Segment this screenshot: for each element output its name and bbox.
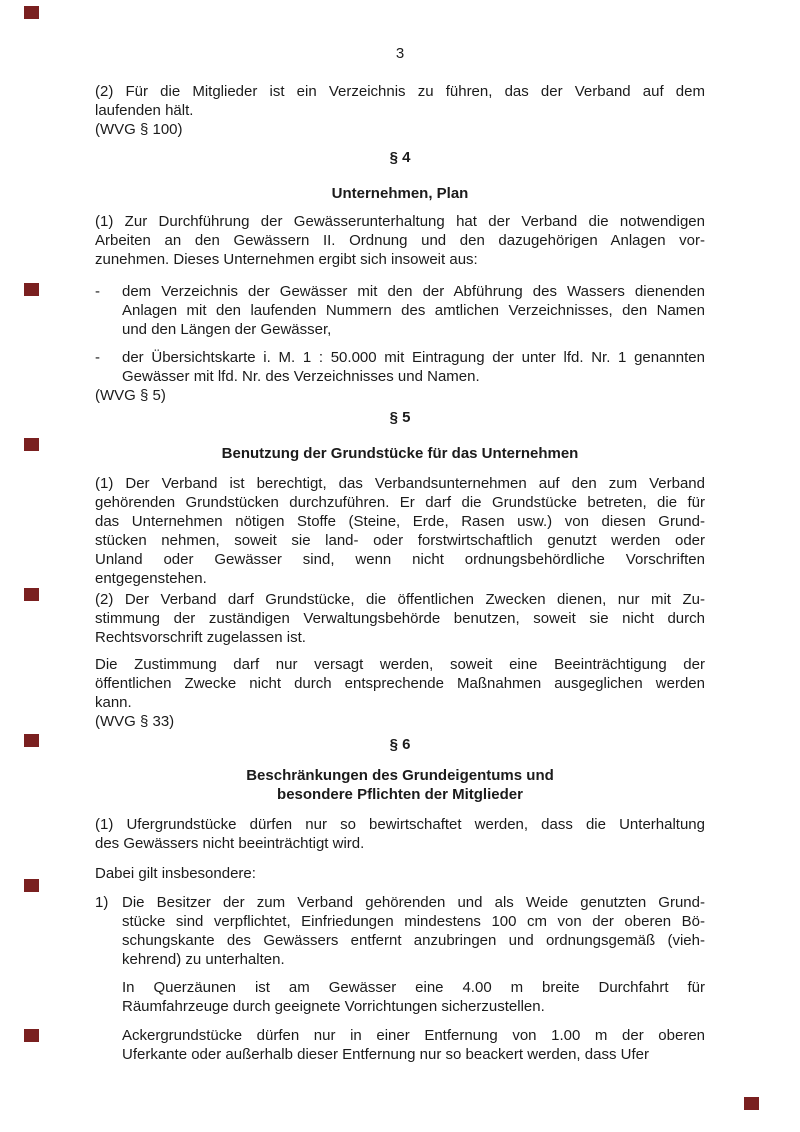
text-line: Dabei gilt insbesondere:: [95, 865, 256, 882]
text-line: stimmung der zuständigen Verwaltungsbehörde benutzen, soweit sie nicht durch: [95, 610, 705, 627]
section-6-paragraph-fields: [122, 1026, 705, 1064]
red-square-marker: [24, 6, 39, 19]
text-line: (1) Ufergrundstücke dürfen nur so bewirtschaftet werden, dass die Unterhaltung: [95, 816, 705, 833]
legal-reference-wvg-100: (WVG § 100): [95, 121, 183, 138]
dash-bullet: -: [95, 283, 100, 300]
section-6-paragraph-intro: [95, 864, 705, 883]
red-square-marker: [24, 734, 39, 747]
text-line: (2) Der Verband darf Grundstücke, die öffentlichen Zwecken dienen, nur mit Zu-: [95, 591, 705, 608]
text-line: der Übersichtskarte i. M. 1 : 50.000 mit Eintragung der unter lfd. Nr. 1 genannten: [122, 349, 705, 366]
section-4-heading: § 4: [389, 149, 411, 166]
document-body: [95, 44, 705, 1064]
text-line: Gewässer mit lfd. Nr. des Verzeichnisses und Namen.: [122, 368, 480, 385]
section-5-heading: § 5: [389, 409, 411, 426]
legal-reference-wvg-5: (WVG § 5): [95, 387, 166, 404]
section-5-title: Benutzung der Grundstücke für das Unternehmen: [221, 445, 579, 462]
text-line: stücken nehmen, soweit sie land- oder forstwirtschaftlich genutzt werden oder: [95, 532, 705, 549]
text-line: Ackergrundstücke dürfen nur in einer Entfernung von 1.00 m der oberen: [122, 1027, 705, 1044]
text-line: und den Längen der Gewässer,: [122, 321, 332, 338]
text-line: Uferkante oder außerhalb dieser Entfernung nur so beackert werden, dass Ufer: [122, 1046, 649, 1063]
numbered-list-item-1: [95, 893, 705, 969]
text-line: (2) Für die Mitglieder ist ein Verzeichnis zu führen, das der Verband auf dem: [95, 83, 705, 100]
text-line: zunehmen. Dieses Unternehmen ergibt sich insoweit aus:: [95, 251, 478, 268]
dash-bullet: -: [95, 349, 100, 366]
numbered-item-text: [122, 893, 705, 969]
red-square-marker: [24, 438, 39, 451]
text-line: kehrend) zu unterhalten.: [122, 951, 285, 968]
text-line: Anlagen mit den laufenden Nummern des amtlichen Verzeichnisses, den Namen: [122, 302, 705, 319]
section-6-paragraph-crossfences: [122, 978, 705, 1016]
section-6-paragraph-1: [95, 815, 705, 853]
section-4-paragraph-1: [95, 212, 705, 269]
section-4-title: Unternehmen, Plan: [331, 185, 469, 202]
text-line: Räumfahrzeuge durch geeignete Vorrichtungen sicherzustellen.: [122, 998, 545, 1015]
red-square-marker: [744, 1097, 759, 1110]
legal-reference-wvg-33: (WVG § 33): [95, 713, 175, 730]
text-line: öffentlichen Zwecke nicht durch entsprechende Maßnahmen ausgeglichen werden: [95, 675, 705, 692]
text-line: kann.: [95, 694, 132, 711]
text-line: Die Besitzer der zum Verband gehörenden und als Weide genutzten Grund-: [122, 894, 705, 911]
section-5-paragraph-1: [95, 474, 705, 588]
text-line: das Unternehmen nötigen Stoffe (Steine, Erde, Rasen usw.) von diesen Grund-: [95, 513, 705, 530]
red-square-marker: [24, 1029, 39, 1042]
text-line: In Querzäunen ist am Gewässer eine 4.00 m breite Durchfahrt für: [122, 979, 705, 996]
dash-list-item-map: [95, 348, 705, 386]
text-line: (1) Der Verband ist berechtigt, das Verbandsunternehmen auf den zum Verband: [95, 475, 705, 492]
section-6-title-line-1: Beschränkungen des Grundeigentums und: [246, 767, 554, 784]
text-line: entgegenstehen.: [95, 570, 207, 587]
text-line: laufenden hält.: [95, 102, 194, 119]
section-6-title-line-2: besondere Pflichten der Mitglieder: [277, 786, 523, 803]
section-6-heading: § 6: [389, 736, 411, 753]
section-5-paragraph-3: [95, 655, 705, 712]
text-line: Rechtsvorschrift zugelassen ist.: [95, 629, 306, 646]
red-square-marker: [24, 283, 39, 296]
text-line: stücke sind verpflichtet, Einfriedungen mindestens 100 cm von der oberen Bö-: [122, 913, 705, 930]
section-5-paragraph-2: [95, 590, 705, 647]
red-square-marker: [24, 588, 39, 601]
text-line: des Gewässers nicht beeinträchtigt wird.: [95, 835, 365, 852]
text-line: Die Zustimmung darf nur versagt werden, soweit eine Beeinträchtigung der: [95, 656, 705, 673]
paragraph-members-register: [95, 82, 705, 120]
dash-item-text: [122, 348, 705, 386]
text-line: dem Verzeichnis der Gewässer mit den der Abführung des Wassers dienenden: [122, 283, 705, 300]
red-square-marker: [24, 879, 39, 892]
dash-item-text: [122, 282, 705, 339]
text-line: (1) Zur Durchführung der Gewässerunterhaltung hat der Verband die notwendigen: [95, 213, 705, 230]
page-number: 3: [395, 45, 405, 62]
text-line: schungskante des Gewässers entfernt anzubringen und ordnungsgemäß (vieh-: [122, 932, 705, 949]
text-line: Arbeiten an den Gewässern II. Ordnung und den dazugehörigen Anlagen vor-: [95, 232, 705, 249]
text-line: gehörenden Grundstücken durchzuführen. Er darf die Grundstücke betreten, die für: [95, 494, 705, 511]
dash-list-item-register: [95, 282, 705, 339]
text-line: Unland oder Gewässer sind, wenn nicht ordnungsbehördliche Vorschriften: [95, 551, 705, 568]
list-number: 1): [95, 894, 109, 911]
